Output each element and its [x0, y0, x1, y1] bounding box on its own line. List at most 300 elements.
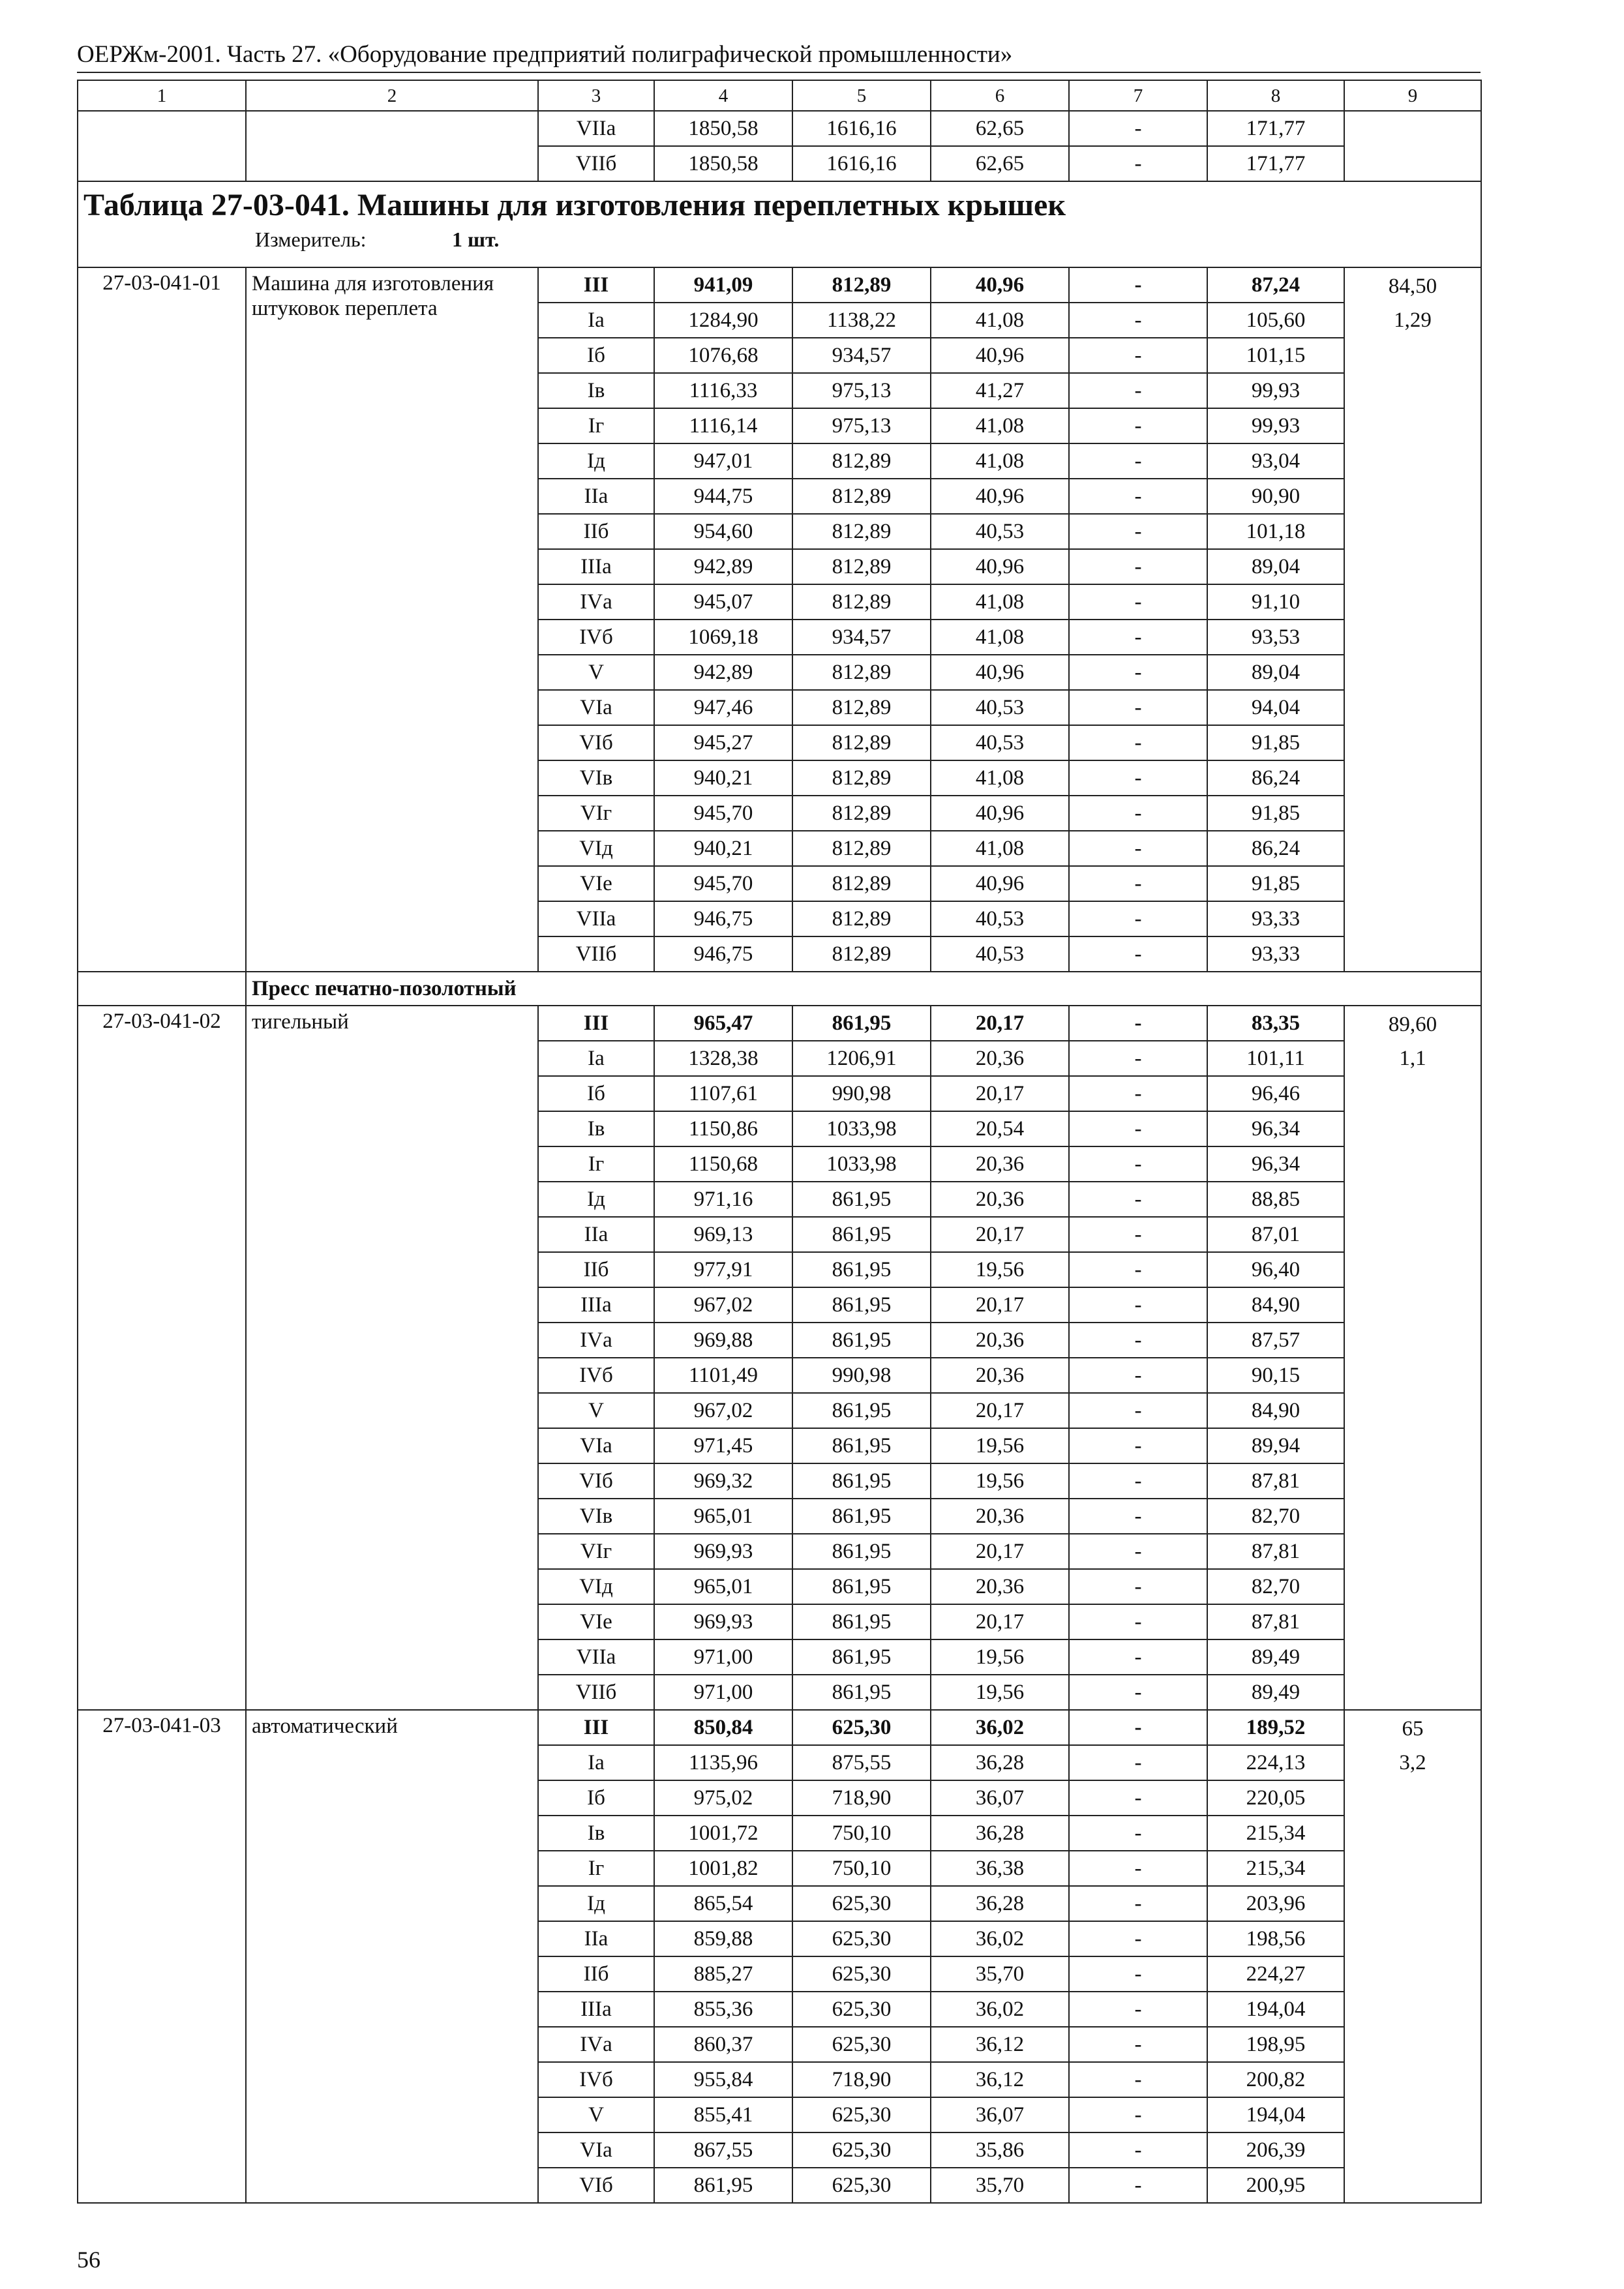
wages-cell: 812,89 [792, 936, 931, 972]
total-cost-cell: 965,01 [654, 1499, 792, 1534]
machinist-wages-cell: - [1069, 1956, 1207, 1992]
machine-operation-cell: 36,28 [931, 1886, 1069, 1921]
machine-operation-cell: 41,08 [931, 831, 1069, 866]
machine-operation-cell: 40,53 [931, 936, 1069, 972]
table-row [78, 111, 1481, 146]
extra-value: 3,2 [1399, 1751, 1426, 1774]
machinist-wages-cell: - [1069, 2132, 1207, 2168]
wages-cell: 861,95 [792, 1569, 931, 1604]
wages-cell: 990,98 [792, 1076, 931, 1111]
total-cost-cell: 947,46 [654, 690, 792, 725]
wages-cell: 718,90 [792, 2062, 931, 2097]
price-region-cell: IIIа [538, 1992, 654, 2027]
total-cost-cell: 1116,14 [654, 408, 792, 443]
price-region-cell: IIб [538, 1252, 654, 1287]
wages-cell: 812,89 [792, 690, 931, 725]
machine-operation-cell: 19,56 [931, 1639, 1069, 1675]
machine-operation-cell: 40,53 [931, 901, 1069, 936]
price-region-cell: Iв [538, 1111, 654, 1146]
total-cost-cell: 855,36 [654, 1992, 792, 2027]
header-rule [77, 72, 1481, 73]
materials-cell: 89,04 [1207, 655, 1344, 690]
total-cost-cell: 971,00 [654, 1675, 792, 1710]
machine-operation-cell: 36,02 [931, 1992, 1069, 2027]
machine-operation-cell: 36,12 [931, 2027, 1069, 2062]
machine-operation-cell: 20,36 [931, 1499, 1069, 1534]
machinist-wages-cell: - [1069, 479, 1207, 514]
price-region-cell: VIа [538, 2132, 654, 2168]
materials-cell: 189,52 [1207, 1710, 1344, 1745]
wages-cell: 625,30 [792, 1710, 931, 1745]
machinist-wages-cell: - [1069, 146, 1207, 181]
wages-cell: 625,30 [792, 1886, 931, 1921]
column-number: 1 [78, 80, 246, 111]
wages-cell: 861,95 [792, 1393, 931, 1428]
materials-cell: 87,24 [1207, 267, 1344, 303]
machinist-wages-cell: - [1069, 1816, 1207, 1851]
price-region-cell: Iа [538, 303, 654, 338]
machinist-wages-cell: - [1069, 1463, 1207, 1499]
total-cost-cell: 865,54 [654, 1886, 792, 1921]
wages-cell: 875,55 [792, 1745, 931, 1780]
measure-label: Измеритель: [255, 228, 367, 251]
wages-cell: 812,89 [792, 584, 931, 620]
wages-cell: 1033,98 [792, 1146, 931, 1182]
machinist-wages-cell: - [1069, 1076, 1207, 1111]
wages-cell: 812,89 [792, 725, 931, 760]
column-number: 8 [1207, 80, 1344, 111]
extra-value: 84,50 [1388, 275, 1437, 298]
total-cost-cell: 945,27 [654, 725, 792, 760]
machinist-wages-cell: - [1069, 549, 1207, 584]
wages-cell: 934,57 [792, 338, 931, 373]
price-region-cell: VIIб [538, 1675, 654, 1710]
machine-operation-cell: 62,65 [931, 146, 1069, 181]
total-cost-cell: 867,55 [654, 2132, 792, 2168]
wages-cell: 812,89 [792, 796, 931, 831]
total-cost-cell: 1101,49 [654, 1358, 792, 1393]
wages-cell: 861,95 [792, 1675, 931, 1710]
machinist-wages-cell: - [1069, 725, 1207, 760]
wages-cell: 861,95 [792, 1006, 931, 1041]
total-cost-cell: 860,37 [654, 2027, 792, 2062]
materials-cell: 87,01 [1207, 1217, 1344, 1252]
machinist-wages-cell: - [1069, 1041, 1207, 1076]
materials-cell: 93,04 [1207, 443, 1344, 479]
machinist-wages-cell: - [1069, 1358, 1207, 1393]
materials-cell: 96,34 [1207, 1146, 1344, 1182]
machine-operation-cell: 41,08 [931, 408, 1069, 443]
machinist-wages-cell: - [1069, 1569, 1207, 1604]
price-region-cell: VIг [538, 796, 654, 831]
extra-cell [1344, 1710, 1481, 2203]
total-cost-cell: 945,70 [654, 866, 792, 901]
machine-operation-cell: 20,17 [931, 1287, 1069, 1323]
total-cost-cell: 969,13 [654, 1217, 792, 1252]
price-region-cell: IIб [538, 1956, 654, 1992]
price-region-cell: VIб [538, 2168, 654, 2203]
total-cost-cell: 940,21 [654, 831, 792, 866]
materials-cell: 91,10 [1207, 584, 1344, 620]
materials-cell: 96,40 [1207, 1252, 1344, 1287]
materials-cell: 91,85 [1207, 725, 1344, 760]
column-number: 7 [1069, 80, 1207, 111]
price-region-cell: V [538, 1393, 654, 1428]
price-region-cell: Iд [538, 443, 654, 479]
machine-operation-cell: 20,17 [931, 1534, 1069, 1569]
extra-value: 1,1 [1399, 1047, 1426, 1070]
total-cost-cell: 975,02 [654, 1780, 792, 1816]
materials-cell: 86,24 [1207, 760, 1344, 796]
price-region-cell: III [538, 1006, 654, 1041]
machine-operation-cell: 35,70 [931, 1956, 1069, 1992]
machinist-wages-cell: - [1069, 1675, 1207, 1710]
price-region-cell: Iб [538, 1076, 654, 1111]
machine-operation-cell: 36,28 [931, 1745, 1069, 1780]
machinist-wages-cell: - [1069, 2062, 1207, 2097]
wages-cell: 1206,91 [792, 1041, 931, 1076]
wages-cell: 812,89 [792, 549, 931, 584]
price-region-cell: VIIа [538, 1639, 654, 1675]
machine-operation-cell: 20,36 [931, 1146, 1069, 1182]
machine-operation-cell: 41,08 [931, 443, 1069, 479]
materials-cell: 200,82 [1207, 2062, 1344, 2097]
machine-operation-cell: 20,36 [931, 1323, 1069, 1358]
machinist-wages-cell: - [1069, 267, 1207, 303]
machinist-wages-cell: - [1069, 1252, 1207, 1287]
materials-cell: 86,24 [1207, 831, 1344, 866]
total-cost-cell: 1850,58 [654, 111, 792, 146]
materials-cell: 220,05 [1207, 1780, 1344, 1816]
total-cost-cell: 1135,96 [654, 1745, 792, 1780]
materials-cell: 93,33 [1207, 936, 1344, 972]
machine-operation-cell: 62,65 [931, 111, 1069, 146]
wages-cell: 1616,16 [792, 111, 931, 146]
wages-cell: 625,30 [792, 1921, 931, 1956]
price-region-cell: V [538, 2097, 654, 2132]
machinist-wages-cell: - [1069, 514, 1207, 549]
price-region-cell: III [538, 1710, 654, 1745]
machine-operation-cell: 19,56 [931, 1252, 1069, 1287]
wages-cell: 625,30 [792, 2097, 931, 2132]
materials-cell: 87,57 [1207, 1323, 1344, 1358]
price-region-cell: Iб [538, 338, 654, 373]
column-number: 3 [538, 80, 654, 111]
wages-cell: 934,57 [792, 620, 931, 655]
machinist-wages-cell: - [1069, 1006, 1207, 1041]
machine-operation-cell: 36,12 [931, 2062, 1069, 2097]
wages-cell: 625,30 [792, 1956, 931, 1992]
materials-cell: 93,33 [1207, 901, 1344, 936]
machine-operation-cell: 40,53 [931, 725, 1069, 760]
machine-operation-cell: 40,53 [931, 690, 1069, 725]
price-region-cell: VIб [538, 725, 654, 760]
price-region-cell: VIIб [538, 936, 654, 972]
machine-operation-cell: 36,07 [931, 2097, 1069, 2132]
wages-cell: 861,95 [792, 1182, 931, 1217]
total-cost-cell: 971,00 [654, 1639, 792, 1675]
price-region-cell: IVа [538, 584, 654, 620]
extra-value: 1,29 [1394, 308, 1432, 332]
item-name: Машина для изготовления штуковок переплета [246, 267, 538, 972]
materials-cell: 101,15 [1207, 338, 1344, 373]
total-cost-cell: 965,01 [654, 1569, 792, 1604]
total-cost-cell: 850,84 [654, 1710, 792, 1745]
price-region-cell: IIб [538, 514, 654, 549]
materials-cell: 203,96 [1207, 1886, 1344, 1921]
total-cost-cell: 945,70 [654, 796, 792, 831]
machinist-wages-cell: - [1069, 760, 1207, 796]
materials-cell: 88,85 [1207, 1182, 1344, 1217]
machine-operation-cell: 35,86 [931, 2132, 1069, 2168]
machine-operation-cell: 41,27 [931, 373, 1069, 408]
materials-cell: 105,60 [1207, 303, 1344, 338]
machine-operation-cell: 36,38 [931, 1851, 1069, 1886]
wages-cell: 812,89 [792, 831, 931, 866]
item-code: 27-03-041-02 [78, 1006, 246, 1710]
price-region-cell: VIв [538, 760, 654, 796]
wages-cell: 1616,16 [792, 146, 931, 181]
machinist-wages-cell: - [1069, 936, 1207, 972]
total-cost-cell: 861,95 [654, 2168, 792, 2203]
total-cost-cell: 954,60 [654, 514, 792, 549]
machinist-wages-cell: - [1069, 408, 1207, 443]
materials-cell: 82,70 [1207, 1499, 1344, 1534]
machine-operation-cell: 19,56 [931, 1428, 1069, 1463]
total-cost-cell: 965,47 [654, 1006, 792, 1041]
table-title-row [78, 181, 1481, 267]
machine-operation-cell: 36,07 [931, 1780, 1069, 1816]
name-cell [246, 111, 538, 181]
machinist-wages-cell: - [1069, 2027, 1207, 2062]
extra-cell [1344, 1006, 1481, 1710]
wages-cell: 812,89 [792, 760, 931, 796]
total-cost-cell: 969,93 [654, 1534, 792, 1569]
price-region-cell: IVа [538, 1323, 654, 1358]
price-region-cell: Iа [538, 1041, 654, 1076]
total-cost-cell: 1116,33 [654, 373, 792, 408]
wages-cell: 975,13 [792, 373, 931, 408]
column-number: 2 [246, 80, 538, 111]
machinist-wages-cell: - [1069, 584, 1207, 620]
machine-operation-cell: 40,53 [931, 514, 1069, 549]
machinist-wages-cell: - [1069, 1851, 1207, 1886]
materials-cell: 89,94 [1207, 1428, 1344, 1463]
wages-cell: 718,90 [792, 1780, 931, 1816]
machinist-wages-cell: - [1069, 1182, 1207, 1217]
machine-operation-cell: 20,17 [931, 1217, 1069, 1252]
machinist-wages-cell: - [1069, 1111, 1207, 1146]
total-cost-cell: 944,75 [654, 479, 792, 514]
measure-line [255, 225, 1475, 254]
extra-value: 89,60 [1388, 1013, 1437, 1036]
machinist-wages-cell: - [1069, 1499, 1207, 1534]
wages-cell: 861,95 [792, 1428, 931, 1463]
total-cost-cell: 1069,18 [654, 620, 792, 655]
materials-cell: 99,93 [1207, 373, 1344, 408]
column-number: 9 [1344, 80, 1481, 111]
price-region-cell: Iг [538, 1146, 654, 1182]
price-region-cell: VIа [538, 690, 654, 725]
price-region-cell: Iд [538, 1886, 654, 1921]
machinist-wages-cell: - [1069, 111, 1207, 146]
materials-cell: 89,04 [1207, 549, 1344, 584]
wages-cell: 861,95 [792, 1323, 931, 1358]
machine-operation-cell: 41,08 [931, 620, 1069, 655]
machinist-wages-cell: - [1069, 1428, 1207, 1463]
price-region-cell: V [538, 655, 654, 690]
price-region-cell: IVб [538, 1358, 654, 1393]
total-cost-cell: 945,07 [654, 584, 792, 620]
materials-cell: 96,34 [1207, 1111, 1344, 1146]
total-cost-cell: 969,93 [654, 1604, 792, 1639]
machinist-wages-cell: - [1069, 443, 1207, 479]
materials-cell: 87,81 [1207, 1463, 1344, 1499]
table-title-cell [78, 181, 1481, 267]
machine-operation-cell: 40,96 [931, 796, 1069, 831]
price-region-cell: Iг [538, 408, 654, 443]
price-region-cell: IIIа [538, 549, 654, 584]
materials-cell: 194,04 [1207, 1992, 1344, 2027]
wages-cell: 625,30 [792, 2132, 931, 2168]
machine-operation-cell: 41,08 [931, 303, 1069, 338]
machinist-wages-cell: - [1069, 373, 1207, 408]
total-cost-cell: 977,91 [654, 1252, 792, 1287]
wages-cell: 750,10 [792, 1851, 931, 1886]
machinist-wages-cell: - [1069, 620, 1207, 655]
column-number: 5 [792, 80, 931, 111]
machinist-wages-cell: - [1069, 1992, 1207, 2027]
price-region-cell: VIе [538, 1604, 654, 1639]
page-number: 56 [77, 2247, 100, 2273]
machinist-wages-cell: - [1069, 303, 1207, 338]
price-region-cell: VIв [538, 1499, 654, 1534]
item-name: автоматический [246, 1710, 538, 2203]
machine-operation-cell: 40,96 [931, 655, 1069, 690]
total-cost-cell: 855,41 [654, 2097, 792, 2132]
materials-cell: 90,90 [1207, 479, 1344, 514]
total-cost-cell: 1850,58 [654, 146, 792, 181]
wages-cell: 990,98 [792, 1358, 931, 1393]
total-cost-cell: 955,84 [654, 2062, 792, 2097]
total-cost-cell: 942,89 [654, 655, 792, 690]
wages-cell: 861,95 [792, 1463, 931, 1499]
machinist-wages-cell: - [1069, 1604, 1207, 1639]
machinist-wages-cell: - [1069, 1921, 1207, 1956]
total-cost-cell: 941,09 [654, 267, 792, 303]
machine-operation-cell: 41,08 [931, 760, 1069, 796]
price-region-cell: IVа [538, 2027, 654, 2062]
materials-cell: 91,85 [1207, 866, 1344, 901]
total-cost-cell: 1150,68 [654, 1146, 792, 1182]
materials-cell: 194,04 [1207, 2097, 1344, 2132]
machinist-wages-cell: - [1069, 831, 1207, 866]
wages-cell: 861,95 [792, 1217, 931, 1252]
machinist-wages-cell: - [1069, 1886, 1207, 1921]
total-cost-cell: 971,45 [654, 1428, 792, 1463]
item-code: 27-03-041-01 [78, 267, 246, 972]
price-region-cell: Iд [538, 1182, 654, 1217]
machinist-wages-cell: - [1069, 1393, 1207, 1428]
wages-cell: 1138,22 [792, 303, 931, 338]
price-region-cell: IIIа [538, 1287, 654, 1323]
price-region-cell: VIIа [538, 901, 654, 936]
materials-cell: 82,70 [1207, 1569, 1344, 1604]
section-empty-cell [78, 972, 246, 1006]
materials-cell: 198,95 [1207, 2027, 1344, 2062]
total-cost-cell: 942,89 [654, 549, 792, 584]
machine-operation-cell: 20,17 [931, 1604, 1069, 1639]
price-region-cell: III [538, 267, 654, 303]
price-region-cell: VIIа [538, 111, 654, 146]
price-region-cell: VIг [538, 1534, 654, 1569]
machinist-wages-cell: - [1069, 796, 1207, 831]
total-cost-cell: 885,27 [654, 1956, 792, 1992]
section-heading-row [78, 972, 1481, 1006]
price-region-cell: IVб [538, 2062, 654, 2097]
machinist-wages-cell: - [1069, 1287, 1207, 1323]
price-region-cell: VIд [538, 1569, 654, 1604]
machine-operation-cell: 40,96 [931, 549, 1069, 584]
machine-operation-cell: 36,02 [931, 1921, 1069, 1956]
total-cost-cell: 1150,86 [654, 1111, 792, 1146]
wages-cell: 625,30 [792, 2027, 931, 2062]
column-number: 6 [931, 80, 1069, 111]
materials-cell: 171,77 [1207, 146, 1344, 181]
materials-cell: 84,90 [1207, 1393, 1344, 1428]
materials-cell: 94,04 [1207, 690, 1344, 725]
machine-operation-cell: 20,54 [931, 1111, 1069, 1146]
price-region-cell: IIа [538, 1921, 654, 1956]
price-region-cell: VIа [538, 1428, 654, 1463]
running-header: ОЕРЖм-2001. Часть 27. «Оборудование предприятий полиграфической промышленности» [77, 41, 1013, 68]
wages-cell: 812,89 [792, 655, 931, 690]
materials-cell: 83,35 [1207, 1006, 1344, 1041]
wages-cell: 861,95 [792, 1639, 931, 1675]
machinist-wages-cell: - [1069, 1745, 1207, 1780]
price-table-body [78, 80, 1481, 2203]
price-region-cell: Iг [538, 1851, 654, 1886]
wages-cell: 812,89 [792, 866, 931, 901]
price-region-cell: IIа [538, 479, 654, 514]
measure-value: 1 шт. [452, 228, 500, 251]
price-region-cell: Iа [538, 1745, 654, 1780]
wages-cell: 750,10 [792, 1816, 931, 1851]
total-cost-cell: 971,16 [654, 1182, 792, 1217]
machinist-wages-cell: - [1069, 1217, 1207, 1252]
total-cost-cell: 1328,38 [654, 1041, 792, 1076]
materials-cell: 93,53 [1207, 620, 1344, 655]
machine-operation-cell: 20,17 [931, 1076, 1069, 1111]
wages-cell: 812,89 [792, 479, 931, 514]
machinist-wages-cell: - [1069, 901, 1207, 936]
machine-operation-cell: 36,02 [931, 1710, 1069, 1745]
wages-cell: 625,30 [792, 2168, 931, 2203]
materials-cell: 84,90 [1207, 1287, 1344, 1323]
code-cell [78, 111, 246, 181]
machinist-wages-cell: - [1069, 1710, 1207, 1745]
materials-cell: 101,11 [1207, 1041, 1344, 1076]
machine-operation-cell: 41,08 [931, 584, 1069, 620]
materials-cell: 99,93 [1207, 408, 1344, 443]
price-region-cell: IVб [538, 620, 654, 655]
machine-operation-cell: 40,96 [931, 866, 1069, 901]
wages-cell: 1033,98 [792, 1111, 931, 1146]
machinist-wages-cell: - [1069, 866, 1207, 901]
machinist-wages-cell: - [1069, 1323, 1207, 1358]
total-cost-cell: 1107,61 [654, 1076, 792, 1111]
machinist-wages-cell: - [1069, 1534, 1207, 1569]
